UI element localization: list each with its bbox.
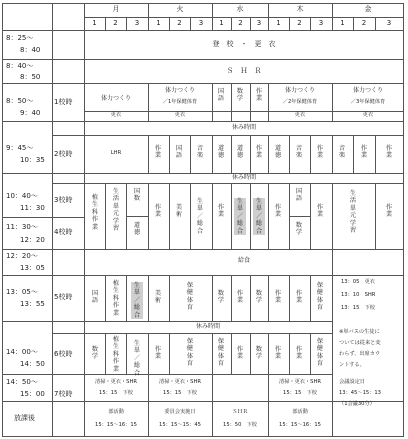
- p6-wed2: 作 業: [236, 346, 244, 361]
- row-line: [2, 275, 404, 276]
- time-label: 14：00〜: [6, 348, 38, 356]
- break-row: 休み時間: [231, 124, 256, 131]
- p1-thu-b: ／2年保健体育: [282, 99, 318, 105]
- time-label: 8：50〜: [6, 97, 34, 105]
- lunch-row: 給食: [237, 257, 250, 264]
- cell-line: [375, 135, 376, 173]
- p6-wed1: 保 健 体 育: [217, 338, 225, 368]
- cell-line: [212, 333, 213, 374]
- row-line: [2, 121, 404, 122]
- period-label: 4校時: [54, 228, 73, 236]
- cell-line: [212, 135, 213, 173]
- cell-line: [148, 275, 149, 321]
- period-num: 2: [361, 19, 367, 27]
- cell-line: [310, 135, 311, 173]
- row-line: [2, 59, 404, 60]
- right-note-line: （1会議30分）: [339, 401, 375, 407]
- p5-mon3: 生 単 ／ 総 合: [131, 282, 143, 319]
- period-label: 6校時: [54, 350, 73, 358]
- p1-tue-b: ／1年保健体育: [162, 99, 198, 105]
- time-label: 9：40: [20, 109, 41, 117]
- p7-mon-b: 15：15 下校: [99, 390, 133, 396]
- time-label: 13：05: [20, 264, 45, 272]
- period-num: 1: [219, 19, 224, 27]
- break-row: 休み時間: [231, 174, 256, 181]
- p5-note1: 13：05 更衣: [341, 279, 375, 285]
- right-note-line: ントする。: [339, 362, 365, 368]
- p34-fri2: 作 業: [385, 204, 393, 219]
- cell-line: [289, 135, 290, 173]
- cell-line: [353, 135, 354, 173]
- time-label: 8：40〜: [6, 62, 34, 70]
- p1-mid-line: [84, 111, 404, 112]
- top-border: [2, 3, 404, 4]
- cell-line: [212, 83, 213, 121]
- break-row: 休み時間: [195, 323, 220, 330]
- p5-wed1: 数 学: [217, 290, 225, 305]
- p34-mon1: 植 生 科 作 業: [91, 194, 99, 231]
- cell-line: [268, 135, 269, 173]
- cell-line: [289, 333, 290, 374]
- p34-wed3: 生 単 ／ 総 合: [253, 198, 265, 235]
- toukou-row: 登 校 ・ 更 衣: [212, 40, 276, 48]
- period-num: 2: [297, 19, 302, 27]
- p5-note2: 13：10 SHR: [341, 292, 376, 298]
- time-label: 15：00: [20, 390, 45, 398]
- cell-line: [190, 183, 191, 249]
- cell-line: [332, 249, 333, 437]
- period-num: 1: [92, 19, 97, 27]
- left-border: [2, 3, 3, 437]
- right-note-line: わらず、出席カウ: [339, 351, 381, 357]
- after-thu: 部活動: [292, 409, 308, 415]
- p34-thu1b: 数 学: [295, 222, 303, 237]
- p2-wed1: 道 徳: [217, 145, 225, 160]
- p1-fri-a: 体力つくり: [352, 87, 383, 94]
- cell-line: [231, 275, 232, 321]
- cell-line: [289, 216, 310, 217]
- cell-line: [231, 183, 232, 249]
- header-bottom-line: [2, 30, 404, 31]
- cell-line: [250, 135, 251, 173]
- cell-line: [169, 333, 170, 374]
- cell-line: [105, 275, 106, 321]
- header-mid-line: [84, 17, 404, 18]
- right-note-line: 13：45〜15：13: [339, 390, 381, 396]
- p6-tue2: 保 健 体 育: [186, 338, 194, 368]
- p1-fri-b: ／3年保健体育: [350, 99, 386, 105]
- p1-wed1: 国 語: [217, 88, 225, 103]
- time-label: 8：25〜: [6, 34, 34, 42]
- after-tue-b: 15：15〜15：45: [159, 422, 201, 428]
- cell-line: [289, 275, 290, 321]
- cell-line: [375, 183, 376, 249]
- cell-line: [212, 183, 213, 249]
- cell-line: [310, 333, 311, 374]
- time-label: 13：05〜: [6, 288, 38, 296]
- p5-thu2: 作 業: [295, 290, 303, 305]
- right-note-line: ついては従来と変: [339, 340, 381, 346]
- time-label: 12：20〜: [6, 252, 38, 260]
- p34-tue1: 作 業: [154, 204, 162, 219]
- p1-wed2: 数 学: [236, 88, 244, 103]
- p2-thu2: 音 楽: [295, 145, 303, 160]
- period-label: 1校時: [54, 98, 73, 106]
- p1-thu-c: 更衣: [294, 112, 306, 118]
- time-label: 放課後: [14, 414, 35, 422]
- p2-tue1: 作 業: [154, 145, 162, 160]
- p6-thu3: 保 健 体 育: [316, 338, 324, 368]
- row-line: [52, 333, 332, 334]
- p7-tue-b: 15：15 下校: [163, 390, 197, 396]
- p1-thu-a: 体力つくり: [284, 87, 315, 94]
- time-label: 14：50〜: [6, 378, 38, 386]
- p34-mon3b: 道 徳: [133, 222, 141, 237]
- p2-tue2: 国 語: [175, 145, 183, 160]
- p34-thu3: 作 業: [316, 204, 324, 219]
- time-col-line: [52, 3, 53, 437]
- p2-thu1: 道 徳: [274, 145, 282, 160]
- p2-fri2: 作 業: [360, 145, 368, 160]
- p34-mon3a: 国 数: [133, 188, 141, 203]
- cell-line: [148, 183, 149, 249]
- cell-line: [126, 216, 148, 217]
- p2-wed3: 作 業: [255, 145, 263, 160]
- p6-tue1: 作 業: [154, 346, 162, 361]
- day-mon: 月: [112, 5, 120, 13]
- bottom-border: [2, 436, 404, 437]
- p7-thu: 清掃・更衣・SHR: [279, 379, 321, 385]
- cell-line: [169, 183, 170, 249]
- p5-wed3: 数 学: [255, 290, 263, 305]
- p34-wed1: 作 業: [217, 204, 225, 219]
- p6-thu2: 作 業: [295, 346, 303, 361]
- row-line: [2, 249, 404, 250]
- day-wed: 水: [236, 5, 244, 13]
- period-num: 3: [256, 19, 262, 27]
- time-label: 10：40〜: [6, 192, 38, 200]
- p34-tue3: 生 単 ／ 総 合: [196, 198, 204, 235]
- p34-mon2: 生 活 単 元 学 習: [112, 188, 120, 233]
- cell-line: [169, 275, 170, 321]
- period-num: 3: [198, 19, 204, 27]
- p5-note3: 13：15 下校: [341, 305, 375, 311]
- time-label: 11：30〜: [6, 223, 38, 231]
- p6-mon2: 植 生 科 作 業: [112, 336, 120, 373]
- period-num: 3: [318, 19, 324, 27]
- cell-line: [212, 275, 213, 321]
- p5-thu3: 保 健 体 育: [316, 282, 324, 312]
- day-thu: 木: [296, 5, 304, 13]
- period-num: 1: [340, 19, 345, 27]
- p2-tue3: 音 楽: [196, 145, 204, 160]
- row-line: [52, 135, 404, 136]
- p5-tue2: 保 健 体 育: [186, 282, 194, 312]
- period-label: 2校時: [54, 150, 73, 158]
- time-label: 8：50: [20, 73, 41, 81]
- cell-line: [268, 183, 269, 249]
- p34-tue2: 美 術: [175, 204, 183, 219]
- after-thu-b: 15：15〜16：15: [279, 422, 321, 428]
- p5-thu1: 作 業: [274, 290, 282, 305]
- p2-mon: LHR: [110, 150, 122, 156]
- p5-mon2: 植 生 科 作 業: [112, 280, 120, 317]
- cell-line: [332, 135, 333, 173]
- day-fri: 金: [364, 5, 372, 13]
- p7-mon: 清掃・更衣・SHR: [95, 379, 137, 385]
- p6-wed3: 数 学: [255, 346, 263, 361]
- time-label: 13：55: [20, 300, 45, 308]
- p34-thu1: 国 語: [295, 188, 303, 203]
- after-wed: ＳＨＲ: [232, 409, 248, 415]
- p1-tue-c: 更衣: [174, 112, 186, 118]
- cell-line: [105, 183, 106, 249]
- cell-line: [148, 135, 149, 173]
- period-num: 3: [134, 19, 140, 27]
- cell-line: [332, 183, 333, 249]
- p2-fri3: 作 業: [385, 145, 393, 160]
- p2-thu3: 作 業: [316, 145, 324, 160]
- cell-line: [105, 333, 106, 374]
- time-label: 14：50: [20, 360, 45, 368]
- cell-line: [126, 333, 127, 374]
- cell-line: [231, 83, 232, 121]
- period-num: 1: [156, 19, 161, 27]
- p34-thu2: 作 業: [274, 204, 282, 219]
- p5-wed2: 作 業: [236, 290, 244, 305]
- p1-mon-b: 更衣: [110, 112, 122, 118]
- p2-fri1: 音 楽: [338, 145, 346, 160]
- p6-mon1: 数 学: [91, 346, 99, 361]
- time-label: 10：35: [20, 156, 45, 164]
- p1-fri-c: 更衣: [362, 112, 374, 118]
- time-label: 8：40: [20, 46, 41, 54]
- cell-line: [310, 275, 311, 321]
- period-num: 1: [276, 19, 281, 27]
- cell-line: [250, 183, 251, 249]
- period-label: 7校時: [54, 390, 73, 398]
- p34-wed2: 生 単 ／ 総 合: [234, 198, 246, 235]
- row-line: [2, 83, 404, 84]
- time-label: 11：30: [20, 204, 45, 212]
- p1-tue-a: 体力つくり: [164, 87, 195, 94]
- period-label: 5校時: [54, 293, 73, 301]
- p2-wed2: 道 徳: [236, 145, 244, 160]
- after-mon-b: 15：15〜16：15: [95, 422, 137, 428]
- row-line: [2, 217, 84, 218]
- p7-thu-b: 15：15 下校: [283, 390, 317, 396]
- cell-line: [268, 333, 269, 374]
- period-num: 3: [386, 19, 392, 27]
- after-mon: 部活動: [108, 409, 124, 415]
- cell-line: [126, 275, 127, 321]
- right-note-line: ※単バスの生徒に: [339, 329, 380, 335]
- cell-line: [148, 333, 149, 374]
- p5-tue1: 美 術: [154, 290, 162, 305]
- after-tue: 委員会実施日: [164, 409, 196, 415]
- right-note-line: 会議設定日: [339, 379, 365, 385]
- day-tue: 火: [176, 5, 184, 13]
- cell-line: [250, 83, 251, 121]
- p5-mon1: 国 語: [91, 290, 99, 305]
- after-wed-b: 15：50 下校: [223, 422, 257, 428]
- time-label: 12：20: [20, 236, 45, 244]
- time-label: 9：45〜: [6, 144, 34, 152]
- cell-line: [190, 135, 191, 173]
- cell-line: [169, 135, 170, 173]
- row-line: [2, 173, 404, 174]
- period-label: 3校時: [54, 196, 73, 204]
- cell-line: [231, 333, 232, 374]
- p7-tue: 清掃・更衣・SHR: [159, 379, 201, 385]
- period-num: 2: [177, 19, 182, 27]
- shr-row: Ｓ Ｈ Ｒ: [226, 67, 262, 75]
- p1-mon-a: 体力つくり: [100, 95, 131, 102]
- cell-line: [250, 333, 251, 374]
- period-num: 2: [113, 19, 118, 27]
- p34-fri1: 生 活 単 元 学 習: [349, 190, 357, 235]
- cell-line: [310, 183, 311, 249]
- cell-line: [231, 135, 232, 173]
- period-num: 2: [238, 19, 243, 27]
- p6-thu1: 作 業: [274, 346, 282, 361]
- p6-mon3: 生 単 ／ 総 合: [133, 340, 141, 377]
- p1-wed3: 作 業: [255, 88, 263, 103]
- cell-line: [268, 275, 269, 321]
- cell-line: [250, 275, 251, 321]
